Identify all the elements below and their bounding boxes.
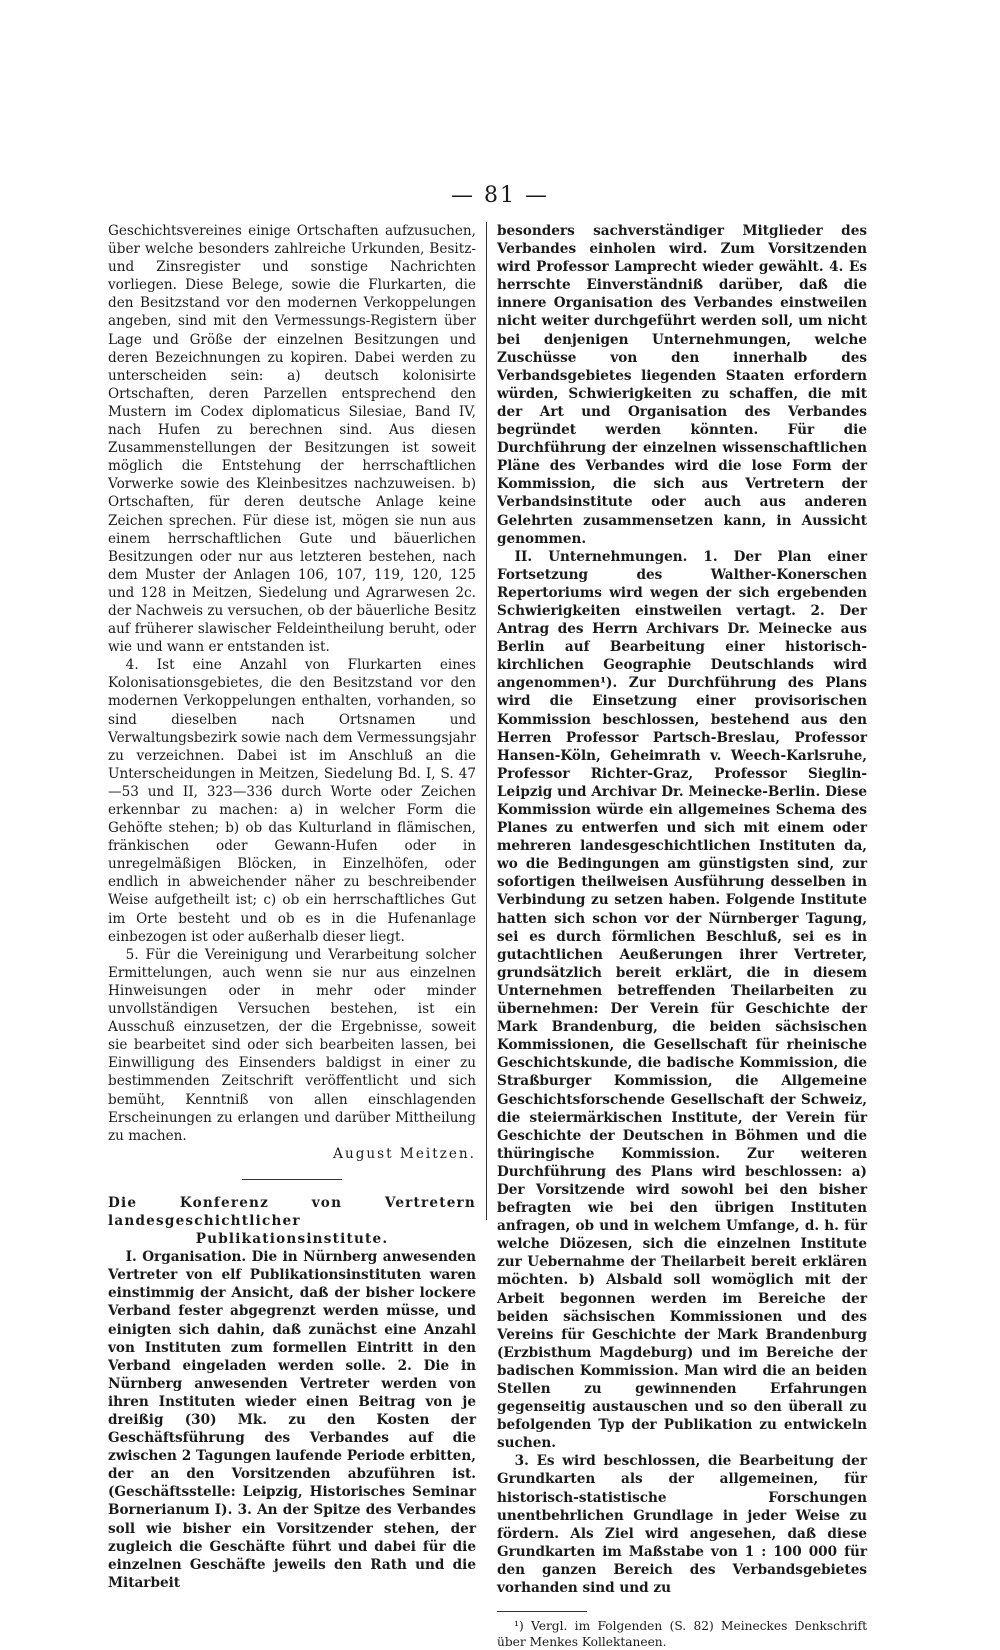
- paragraph-continuation: besonders sachverständiger Mitglieder des Verbandes einholen wird. Zum Vorsitzenden wird Professor Lamprecht wieder gewählt. 4. Es herrschte Einverständniß darüber, daß die innere Organisation des Verbandes einstweilen nicht weiter durchgeführt werden soll, um nicht bei denjenigen Unternehmungen, welche Zuschüsse von den innerhalb des Verbandsgebietes liegenden Staaten erfordern würden, Schwierigkeiten zu schaffen, die mit der Art und Organisation des Verbandes begründet werden könnten. Für die Durchführung der einzelnen wissenschaftlichen Pläne des Verbandes wird die lose Form der Kommission, die sich aus Vertretern der Verbandsinstitute oder auch aus anderen Gelehrten zusammensetzen kann, in Aussicht genommen.: [497, 223, 867, 547]
- paragraph-item-5: 5. Für die Vereinigung und Verarbeitung solcher Ermittelungen, auch wenn sie nur aus einzelnen Hinweisungen oder in mehr oder minder unvollständigen Versuchen bestehen, ist ein Ausschuß einzusetzen, der die Ergebnisse, soweit sie bearbeitet sind oder sich bearbeiten lassen, bei Einwilligung des Einsenders baldigst in einer zu bestimmenden Zeitschrift veröffentlicht und sich bemüht, Kenntniß von allen einschlagenden Erscheinungen zu erlangen und darüber Mittheilung zu machen.: [108, 946, 476, 1144]
- paragraph-flurkarten: Geschichtsvereines einige Ortschaften aufzusuchen, über welche besonders zahlreiche Urkunden, Besitz- und Zinsregister und sonstige Nachrichten vorliegen. Diese Belege, sowie die Flurkarten, die den Besitzstand vor den modernen Verkoppelungen angeben, sind mit den Vermessungs-Registern über Lage und Größe der einzelnen Besitzungen und deren Bezeichnungen zu kopiren. Dabei werden zu unterscheiden sein: a) deutsch kolonisirte Ortschaften, deren Parzellen entsprechend den Mustern im Codex diplomaticus Silesiae, Band IV, nach Hufen zu berechnen sind. Aus diesen Zusammenstellungen der Besitzungen ist soweit möglich die Entstehung der herrschaftlichen Vorwerke sowie des Kleinbesitzes nachzuweisen. b) Ortschaften, für deren deutsche Anlage keine Zeichen sprechen. Für diese ist, mögen sie nun aus einem herrschaftlichen Gute und bäuerlichen Besitzungen oder nur aus letzteren bestehen, nach dem Muster der Anlagen 106, 107, 119, 120, 125 und 128 in Meitzen, Siedelung und Agrarwesen 2c. der Nachweis zu versuchen, ob der bäuerliche Besitz auf früherer slawischer Feldeintheilung beruht, oder wie und wann er entstanden ist.: [108, 223, 476, 656]
- paragraph-grundkarten: 3. Es wird beschlossen, die Bearbeitung der Grundkarten als der allgemeinen, für historisch-statistische Forschungen unentbehrlichen Grundlage in jeder Weise zu fördern. Als Ziel wird angesehen, daß diese Grundkarten im Maßstabe von 1 : 100 000 für den ganzen Bereich des Verbandsgebietes vorhanden sind und zu: [497, 1453, 867, 1597]
- author-signature: August Meitzen.: [333, 1145, 476, 1162]
- footnote: ¹) Vergl. im Folgenden (S. 82) Meineckes Denkschrift über Menkes Kollektaneen.: [497, 1619, 867, 1650]
- paragraph-unternehmungen: II. Unternehmungen. 1. Der Plan einer Fortsetzung des Walther-Konerschen Repertoriums wird wegen der sich ergebenden Schwierigkeiten einstweilen vertagt. 2. Der Antrag des Herrn Archivars Dr. Meinecke aus Berlin auf Bearbeitung einer historisch-kirchlichen Geographie Deutschlands wird angenommen¹). Zur Durchführung des Plans wird die Einsetzung einer provisorischen Kommission beschlossen, bestehend aus den Herren Professor Partsch-Breslau, Professor Hansen-Köln, Geheimrath v. Weech-Karlsruhe, Professor Richter-Graz, Professor Sieglin-Leipzig und Archivar Dr. Meinecke-Berlin. Diese Kommission würde ein allgemeines Schema des Planes zu entwerfen und sich mit einem oder mehreren landesgeschichtlichen Instituten da, wo die Bedingungen am günstigsten sind, zur sofortigen theilweisen Ausführung desselben in Verbindung zu setzen haben. Folgende Institute hatten sich schon vor der Nürnberger Tagung, sei es durch förmlichen Beschluß, sei es in gutachtlichen Aeußerungen ihrer Vertreter, grundsätzlich bereit erklärt, die in diesem Unternehmen betreffenden Theilarbeiten zu übernehmen: Der Verein für Geschichte der Mark Brandenburg, die beiden sächsischen Kommissionen, die Gesellschaft für rheinische Geschichtskunde, die badische Kommission, die Straßburger Kommission, die Allgemeine Geschichtsforschende Gesellschaft der Schweiz, die steiermärkischen Institute, der Verein für Geschichte der Deutschen in Böhmen und die thüringische Kommission. Zur weiteren Durchführung des Plans wird beschlossen: a) Der Vorsitzende wird sowohl bei den bisher befragten wie bei den übrigen Instituten anfragen, ob und in welchem Umfange, d. h. für welche Diözesen, sich die einzelnen Institute zur Uebernahme der Theilarbeit bereit erklären möchten. b) Alsbald soll womöglich mit der Arbeit begonnen werden im Bereiche der beiden sächsischen Kommissionen und des Vereins für Geschichte der Mark Brandenburg (Erzbisthum Magdeburg) und im Bereiche der badischen Kommission. Man wird die an beiden Stellen zu gewinnenden Erfahrungen gegenseitig austauschen und so den überall zu befolgenden Typ der Publikation zu entwickeln suchen.: [497, 548, 867, 1452]
- left-column: [108, 222, 476, 1592]
- paragraph-organisation: I. Organisation. Die in Nürnberg anwesenden Vertreter von elf Publikationsinstituten waren einstimmig der Ansicht, daß der bisher lockere Verband fester abgegrenzt werden müsse, und einigten sich dahin, daß zunächst eine Anzahl von Instituten zum formellen Eintritt in den Verband eingeladen werden solle. 2. Die in Nürnberg anwesenden Vertreter werden von ihren Instituten wieder einen Beitrag von je dreißig (30) Mk. zu den Kosten der Geschäftsführung des Verbandes auf die zwischen 2 Tagungen laufende Periode erbitten, der an den Vorsitzenden abzuführen ist. (Geschäftsstelle: Leipzig, Historisches Seminar Bornerianum I). 3. An der Spitze des Verbandes soll wie bisher ein Vorsitzender stehen, der zugleich die Geschäfte führt und dabei für die einzelnen Geschäfte jeweils den Rath und die Mitarbeit: [108, 1249, 476, 1591]
- paragraph-item-4: 4. Ist eine Anzahl von Flurkarten eines Kolonisationsgebietes, die den Besitzstand vor den modernen Verkoppelungen enthalten, vorhanden, so sind dieselben nach Ortsnamen und Verwaltungsbezirk sowie nach dem Vermessungsjahr zu verzeichnen. Dabei ist im Anschluß an die Unterscheidungen in Meitzen, Siedelung Bd. I, S. 47—53 und II, 323—336 durch Worte oder Zeichen erkennbar zu machen: a) in welcher Form die Gehöfte stehen; b) ob das Kulturland in flämischen, fränkischen oder Gewann-Hufen oder in unregelmäßigen Blöcken, in Einzelhöfen, oder endlich in abweichender näher zu beschreibender Weise aufgetheilt ist; c) ob ein herrschaftliches Gut im Orte besteht und ob es in die Hufenanlage einbezogen ist oder außerhalb dieser liegt.: [108, 657, 476, 945]
- section-title: Die Konferenz von Vertretern landesgeschichtlicher Publikationsinstitute.: [108, 1194, 476, 1248]
- footnote-divider: [497, 1611, 587, 1612]
- column-divider: [486, 222, 487, 1220]
- page-number: — 81 —: [451, 183, 549, 208]
- section-divider: [242, 1179, 342, 1180]
- right-column: [497, 222, 867, 1650]
